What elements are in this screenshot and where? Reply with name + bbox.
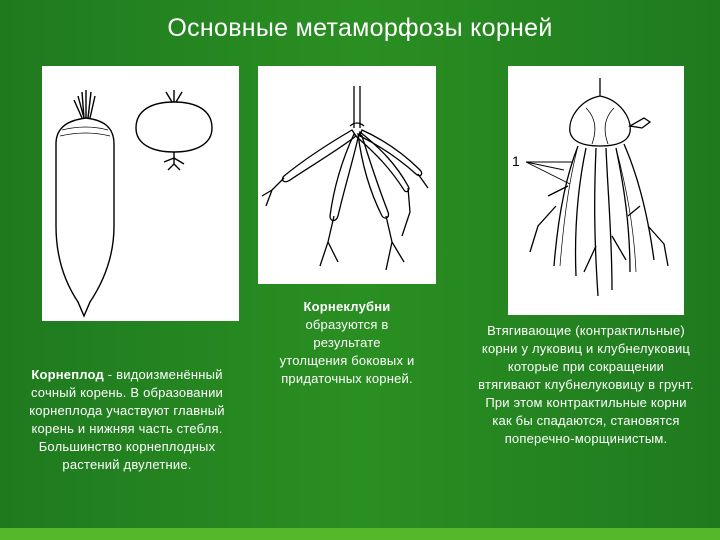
root-tuber-illustration (258, 66, 436, 284)
root-tuber-line-2: результате (313, 335, 381, 350)
contractile-line-7: поперечно-морщинистым. (504, 431, 668, 446)
contractile-line-3: которые при сокращении (507, 359, 665, 374)
root-tuber-line-3: утолщения боковых и (279, 353, 415, 368)
root-crop-line-3: корнеплода участвуют главный (29, 403, 225, 418)
contractile-line-6: как бы спадаются, становятся (492, 413, 680, 428)
contractile-line-4: втягивают клубнелуковицу в грунт. (478, 377, 694, 392)
root-tuber-caption (258, 298, 436, 388)
contractile-roots-drawing (508, 66, 684, 315)
root-crop-line-5: Большинство корнеплодных (38, 439, 216, 454)
root-crop-line-2: сочный корень. В образовании (30, 385, 224, 400)
root-crop-line-1: - видоизменённый (103, 367, 223, 382)
root-tuber-term: Корнеклубни (303, 299, 391, 314)
contractile-line-5: При этом контрактильные корни (485, 395, 687, 410)
root-tuber-line-1: образуются в (305, 317, 389, 332)
root-tuber-line-4: придаточных корней. (281, 371, 413, 386)
root-tuber-drawing (258, 66, 436, 284)
contractile-roots-caption (452, 322, 720, 448)
root-crop-drawing (42, 66, 239, 321)
figure-marker-1: 1 (512, 153, 520, 169)
bottom-accent-stripe (0, 528, 720, 540)
slide-title: Основные метаморфозы корней (167, 14, 553, 42)
contractile-roots-illustration (508, 66, 684, 315)
contractile-line-2: корни у луковиц и клубнелуковиц (481, 341, 691, 356)
root-crop-caption (8, 366, 246, 474)
contractile-line-1: Втягивающие (контрактильные) (487, 323, 685, 338)
root-crop-illustration (42, 66, 239, 321)
root-crop-term: Корнеплод (31, 367, 104, 382)
root-crop-line-4: корень и нижняя часть стебля. (31, 421, 223, 436)
root-crop-line-6: растений двулетние. (62, 457, 192, 472)
